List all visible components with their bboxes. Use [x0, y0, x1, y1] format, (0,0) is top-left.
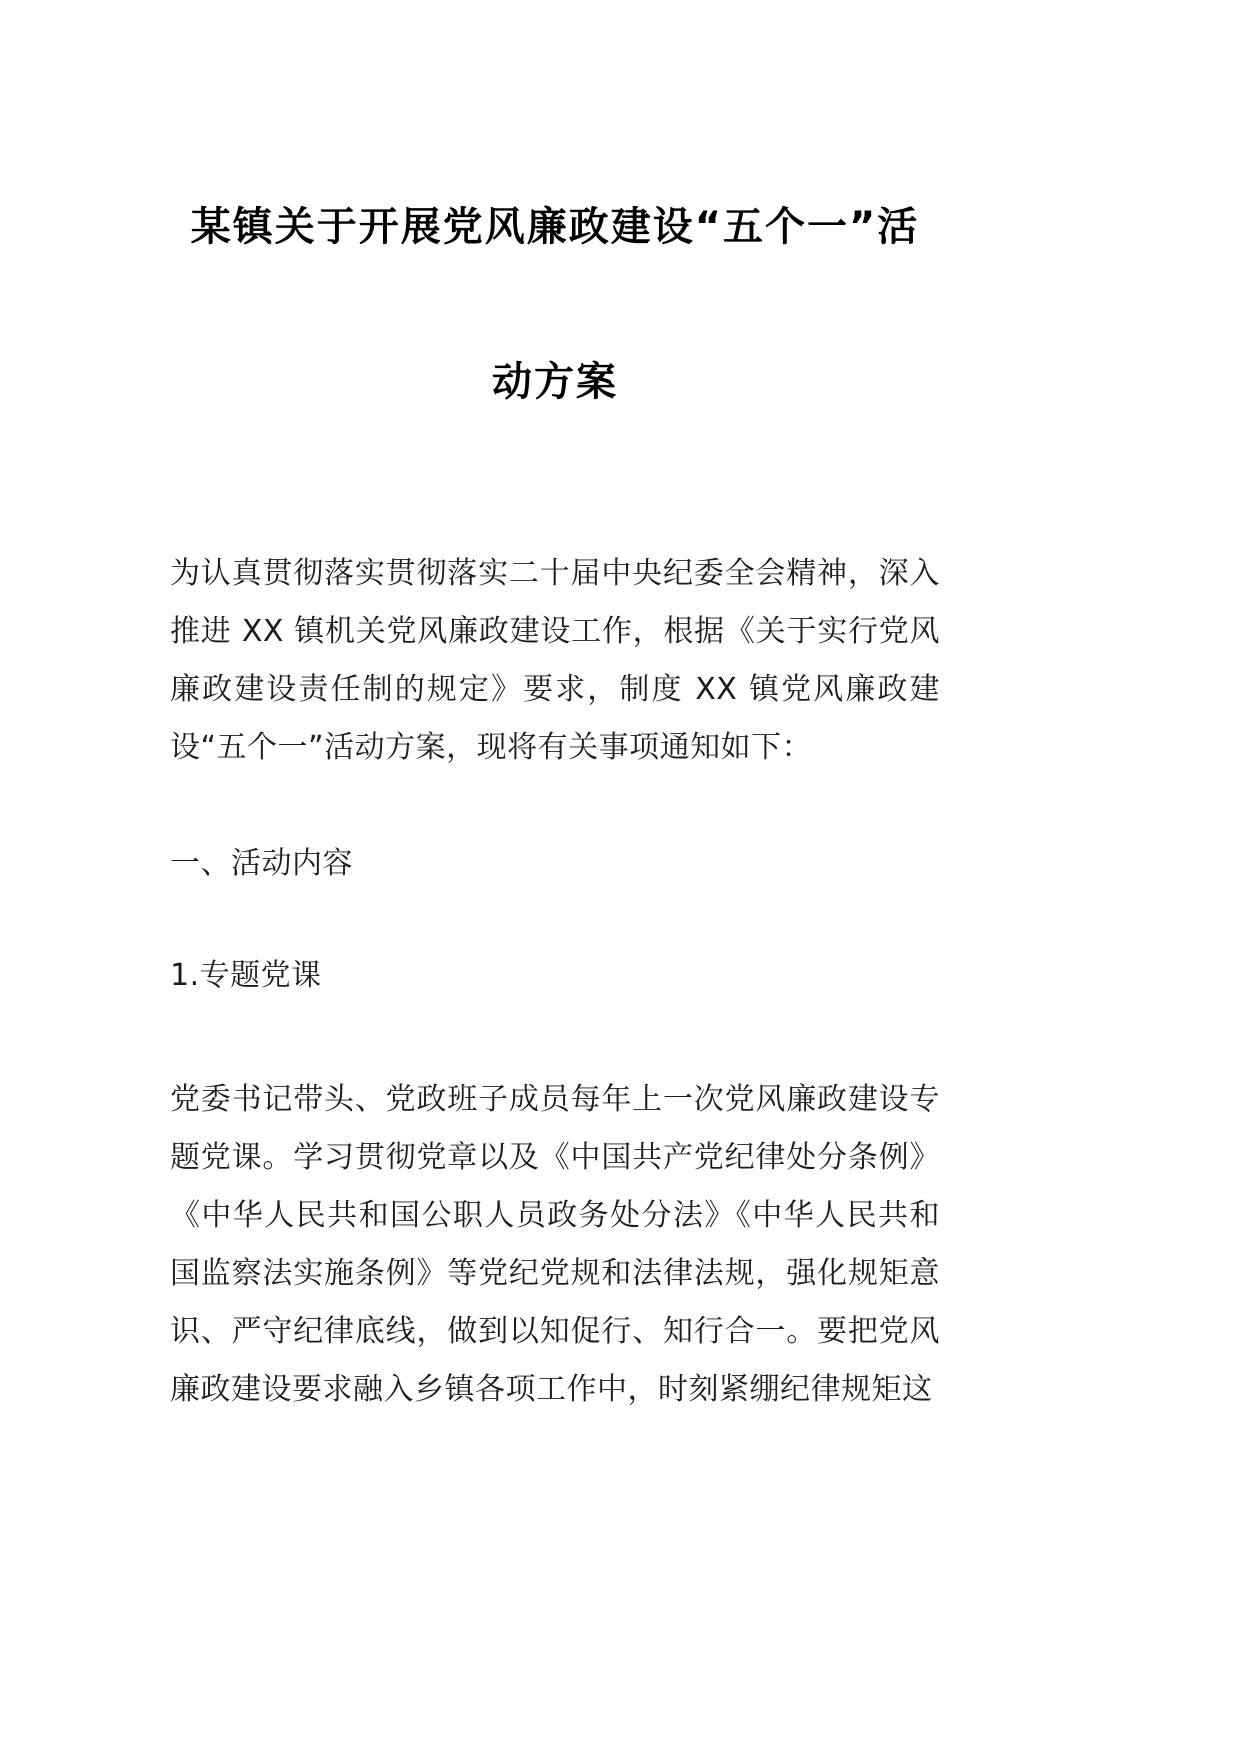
- body-paragraph: 党委书记带头、党政班子成员每年上一次党风廉政建设专题党课。学习贯彻党章以及《中国共产党纪律处分条例》《中华人民共和国公职人员政务处分法》《中华人民共和国监察法实施条例》等党纪党规和法律法规，强化规矩意识、严守纪律底线，做到以知促行、知行合一。要把党风廉政建设要求融入乡镇各项工作中，时刻紧绷纪律规矩这: [170, 1082, 940, 1407]
- document-title-line-2: 动方案: [492, 359, 618, 405]
- document-title-line-1: 某镇关于开展党风廉政建设“五个一”活: [190, 204, 920, 250]
- item-heading: 1.专题党课: [170, 958, 322, 993]
- section-heading: 一、活动内容: [170, 846, 353, 881]
- intro-paragraph: 为认真贯彻落实贯彻落实二十届中央纪委全会精神，深入推进 XX 镇机关党风廉政建设工作，根据《关于实行党风廉政建设责任制的规定》要求，制度 XX 镇党风廉政建设“五个一”活动方案，现将有关事项通知如下：: [170, 556, 940, 765]
